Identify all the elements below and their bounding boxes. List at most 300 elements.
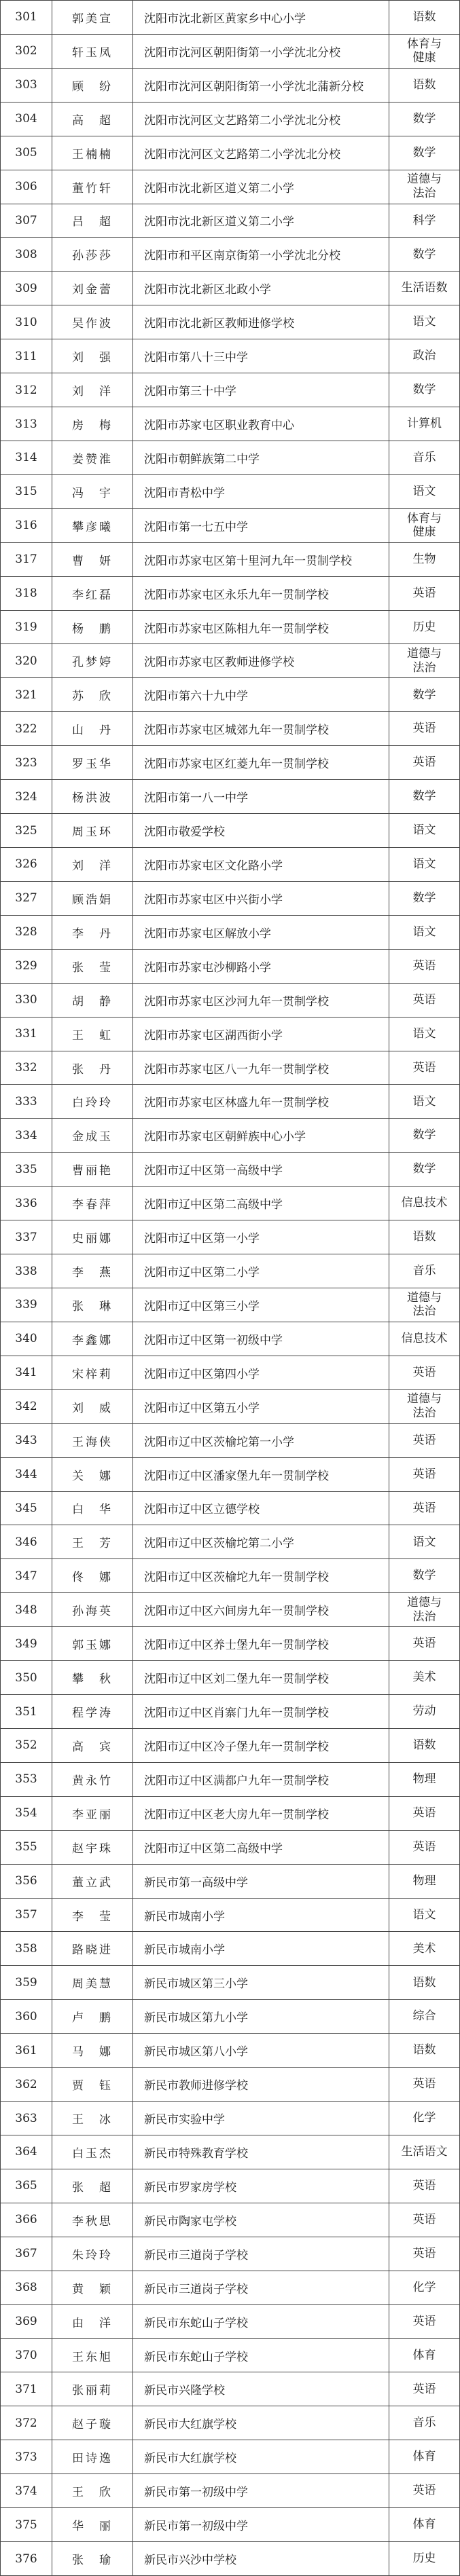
subject-cell — [389, 1322, 460, 1356]
teacher-name: 张 丹 — [72, 1062, 113, 1077]
school-name: 沈阳市沈北新区黄家乡中心小学 — [144, 12, 306, 26]
teacher-name: 顾 纷 — [72, 79, 113, 94]
teacher-name: 白玲玲 — [72, 1096, 113, 1110]
subject: 音乐 — [412, 451, 436, 465]
table-row — [1, 1525, 460, 1559]
subject-cell — [389, 1153, 460, 1187]
table-row — [1, 1593, 460, 1627]
row-number-cell — [1, 712, 52, 746]
school-name: 沈阳市苏家屯区文化路小学 — [144, 859, 283, 873]
table-row — [1, 1831, 460, 1865]
teacher-name: 王楠楠 — [72, 147, 113, 162]
row-number-cell — [1, 882, 52, 916]
subject: 英语 — [412, 586, 436, 600]
school-name-cell — [133, 2000, 389, 2034]
row-number-cell — [1, 475, 52, 509]
row-number-cell — [1, 1525, 52, 1559]
row-number-cell — [1, 1051, 52, 1085]
school-name: 沈阳市辽中区第五小学 — [144, 1401, 260, 1415]
subject-cell — [389, 1932, 460, 1966]
table-row — [1, 2102, 460, 2135]
row-number: 320 — [15, 654, 37, 668]
subject: 体育 — [412, 2348, 436, 2362]
subject: 英语 — [412, 1501, 436, 1515]
teacher-name: 宋梓莉 — [72, 1367, 113, 1381]
subject-cell — [389, 1254, 460, 1288]
subject-cell — [389, 2305, 460, 2339]
subject: 信息技术 — [401, 1332, 448, 1345]
school-name-cell — [133, 1695, 389, 1729]
row-number-cell — [1, 1187, 52, 1220]
row-number-cell — [1, 1492, 52, 1526]
teacher-name: 孙莎莎 — [72, 249, 113, 263]
row-number: 339 — [15, 1298, 37, 1312]
subject-cell — [389, 2339, 460, 2373]
school-name: 沈阳市青松中学 — [144, 486, 225, 500]
subject: 英语 — [412, 1806, 436, 1820]
teacher-name-cell — [52, 272, 133, 305]
row-number-cell — [1, 1220, 52, 1254]
school-name-cell — [133, 848, 389, 882]
row-number-cell — [1, 1322, 52, 1356]
school-name: 沈阳市苏家屯区永乐九年一贯制学校 — [144, 588, 329, 602]
subject: 政治 — [412, 349, 436, 363]
teacher-name: 孙海英 — [72, 1605, 113, 1619]
row-number-cell — [1, 1559, 52, 1593]
row-number-cell — [1, 35, 52, 69]
school-name-cell — [133, 1220, 389, 1254]
school-name-cell — [133, 102, 389, 136]
teacher-name-cell — [52, 1220, 133, 1254]
row-number-cell — [1, 2034, 52, 2068]
teacher-name: 黄永竹 — [72, 1774, 113, 1788]
subject: 语文 — [412, 1094, 436, 1108]
subject: 英语 — [412, 755, 436, 770]
teacher-name-cell — [52, 678, 133, 712]
row-number-cell — [1, 543, 52, 577]
school-name-cell — [133, 1593, 389, 1627]
teacher-name-cell — [52, 2339, 133, 2373]
subject-cell — [389, 1220, 460, 1254]
table-row — [1, 1085, 460, 1119]
school-name: 沈阳市辽中区茨榆坨第二小学 — [144, 1537, 294, 1551]
teacher-name: 程学涛 — [72, 1706, 113, 1720]
school-name-cell — [133, 475, 389, 509]
table-row — [1, 204, 460, 238]
subject-cell — [389, 2508, 460, 2542]
school-name: 沈阳市辽中区立德学校 — [144, 1503, 260, 1517]
school-name: 沈阳市辽中区老大房九年一贯制学校 — [144, 1808, 329, 1822]
row-number: 371 — [15, 2382, 37, 2396]
school-name: 沈阳市辽中区刘二堡九年一贯制学校 — [144, 1673, 329, 1687]
teacher-name-cell — [52, 882, 133, 916]
school-name-cell — [133, 2372, 389, 2406]
subject-cell — [389, 1458, 460, 1492]
teacher-name: 刘 洋 — [72, 859, 113, 873]
subject-cell — [389, 2169, 460, 2203]
row-number-cell — [1, 1390, 52, 1424]
table-row — [1, 1865, 460, 1899]
teacher-name-cell — [52, 611, 133, 645]
table-row — [1, 35, 460, 69]
school-name: 沈阳市沈北新区教师进修学校 — [144, 317, 294, 331]
teacher-name-cell — [52, 1899, 133, 1933]
subject-cell — [389, 2271, 460, 2305]
teacher-name-cell — [52, 1831, 133, 1865]
table-row — [1, 2000, 460, 2034]
teacher-name-cell — [52, 577, 133, 611]
subject-cell — [389, 1763, 460, 1797]
row-number: 310 — [15, 315, 37, 329]
row-number: 374 — [15, 2484, 37, 2498]
subject: 英语 — [412, 1433, 436, 1447]
table-row — [1, 1424, 460, 1458]
school-name-cell — [133, 1966, 389, 2000]
teacher-name-cell — [52, 2000, 133, 2034]
teacher-name: 冯 宇 — [72, 486, 113, 500]
teacher-name: 李春萍 — [72, 1198, 113, 1212]
teacher-name: 刘 强 — [72, 351, 113, 365]
subject-cell — [389, 1729, 460, 1763]
row-number: 322 — [15, 722, 37, 736]
row-number: 318 — [15, 586, 37, 601]
school-name-cell — [133, 2508, 389, 2542]
teacher-name-cell — [52, 712, 133, 746]
table-row — [1, 644, 460, 678]
school-name-cell — [133, 1932, 389, 1966]
school-name: 沈阳市辽中区潘家堡九年一贯制学校 — [144, 1469, 329, 1483]
subject: 英语 — [412, 2212, 436, 2226]
subject: 美术 — [412, 1941, 436, 1956]
row-number-cell — [1, 102, 52, 136]
school-name-cell — [133, 611, 389, 645]
school-name: 沈阳市苏家屯沙柳路小学 — [144, 960, 271, 975]
school-name-cell — [133, 1, 389, 35]
school-name: 沈阳市辽中区第三小学 — [144, 1299, 260, 1313]
row-number-cell — [1, 780, 52, 814]
row-number-cell — [1, 1153, 52, 1187]
teacher-name-cell — [52, 1525, 133, 1559]
subject-cell — [389, 1187, 460, 1220]
subject-cell — [389, 1085, 460, 1119]
table-row — [1, 2474, 460, 2508]
subject-cell — [389, 1899, 460, 1933]
school-name: 沈阳市辽中区第二小学 — [144, 1266, 260, 1280]
teacher-name-cell — [52, 848, 133, 882]
row-number: 337 — [15, 1230, 37, 1244]
school-name: 沈阳市敬爱学校 — [144, 825, 225, 840]
subject-cell — [389, 848, 460, 882]
teacher-name: 白玉杰 — [72, 2146, 113, 2161]
teacher-name-cell — [52, 2406, 133, 2440]
table-row — [1, 1729, 460, 1763]
teacher-name-cell — [52, 35, 133, 69]
school-name-cell — [133, 882, 389, 916]
subject-cell — [389, 2237, 460, 2271]
subject: 数学 — [412, 383, 436, 397]
teacher-name-cell — [52, 2203, 133, 2237]
table-row — [1, 475, 460, 509]
school-name: 新民市第一初级中学 — [144, 2486, 248, 2500]
teacher-name: 张 瑜 — [72, 2554, 113, 2568]
subject: 语文 — [412, 823, 436, 838]
school-name-cell — [133, 2068, 389, 2102]
teacher-name-cell — [52, 1322, 133, 1356]
school-name-cell — [133, 35, 389, 69]
subject: 历史 — [412, 620, 436, 634]
school-name-cell — [133, 1424, 389, 1458]
teacher-name-cell — [52, 1695, 133, 1729]
teacher-name: 朱玲玲 — [72, 2248, 113, 2262]
row-number: 323 — [15, 755, 37, 770]
teacher-name: 董竹轩 — [72, 181, 113, 195]
teacher-name-cell — [52, 1288, 133, 1322]
school-name-cell — [133, 1018, 389, 1051]
row-number: 356 — [15, 1874, 37, 1888]
subject-cell — [389, 238, 460, 272]
subject: 数学 — [412, 688, 436, 702]
row-number-cell — [1, 1254, 52, 1288]
subject-cell — [389, 1627, 460, 1661]
teacher-name-cell — [52, 441, 133, 475]
table-row — [1, 407, 460, 441]
row-number-cell — [1, 1661, 52, 1695]
school-name: 沈阳市辽中区养士堡九年一贯制学校 — [144, 1639, 329, 1653]
subject: 计算机 — [407, 417, 442, 431]
school-name-cell — [133, 678, 389, 712]
row-number: 330 — [15, 993, 37, 1007]
row-number-cell — [1, 1018, 52, 1051]
teacher-name-cell — [52, 2237, 133, 2271]
teacher-name: 李鑫娜 — [72, 1333, 113, 1347]
teacher-name: 关 娜 — [72, 1469, 113, 1483]
table-row — [1, 780, 460, 814]
teacher-name-cell — [52, 1559, 133, 1593]
row-number: 331 — [15, 1027, 37, 1041]
row-number-cell — [1, 1288, 52, 1322]
table-row — [1, 2237, 460, 2271]
school-name: 新民市城区第八小学 — [144, 2045, 248, 2059]
table-row — [1, 1627, 460, 1661]
teacher-name: 王 虹 — [72, 1028, 113, 1043]
school-name: 新民市罗家房学校 — [144, 2180, 236, 2195]
subject-cell — [389, 1593, 460, 1627]
teacher-name: 李 燕 — [72, 1266, 113, 1280]
teacher-name: 杨 鹏 — [72, 622, 113, 636]
school-name: 新民市三道岗子学校 — [144, 2248, 248, 2262]
subject-cell — [389, 611, 460, 645]
table-row — [1, 1492, 460, 1526]
teacher-name-cell — [52, 644, 133, 678]
teacher-name: 吴作波 — [72, 317, 113, 331]
teacher-name-cell — [52, 1, 133, 35]
subject-cell — [389, 984, 460, 1018]
row-number: 365 — [15, 2179, 37, 2193]
subject: 语文 — [412, 315, 436, 329]
school-name: 新民市第一初级中学 — [144, 2520, 248, 2534]
school-name-cell — [133, 1051, 389, 1085]
subject-cell — [389, 1288, 460, 1322]
row-number-cell — [1, 746, 52, 780]
school-name-cell — [133, 2542, 389, 2576]
school-name: 沈阳市苏家屯区湖西街小学 — [144, 1028, 283, 1043]
teacher-name: 苏 欣 — [72, 690, 113, 704]
subject-cell — [389, 1797, 460, 1831]
table-row — [1, 746, 460, 780]
school-name: 沈阳市苏家屯区教师进修学校 — [144, 656, 294, 670]
subject-cell — [389, 373, 460, 407]
subject-cell — [389, 780, 460, 814]
teacher-name: 贾 钰 — [72, 2079, 113, 2093]
row-number-cell — [1, 1593, 52, 1627]
row-number: 349 — [15, 1637, 37, 1651]
school-name: 沈阳市沈河区朝阳街第一小学沈北蒲新分校 — [144, 79, 364, 94]
subject-cell — [389, 2135, 460, 2169]
teacher-name: 由 洋 — [72, 2316, 113, 2330]
row-number: 311 — [15, 349, 37, 363]
table-row — [1, 1051, 460, 1085]
teacher-name: 刘 威 — [72, 1401, 113, 1415]
subject: 劳动 — [412, 1704, 436, 1719]
subject-cell — [389, 1559, 460, 1593]
row-number: 317 — [15, 553, 37, 567]
row-number-cell — [1, 814, 52, 848]
teacher-name: 史丽娜 — [72, 1232, 113, 1246]
school-name: 新民市教师进修学校 — [144, 2079, 248, 2093]
teacher-name-cell — [52, 780, 133, 814]
teacher-name-cell — [52, 102, 133, 136]
teacher-name-cell — [52, 204, 133, 238]
subject-cell — [389, 305, 460, 339]
subject: 物理 — [412, 1772, 436, 1786]
school-name-cell — [133, 1627, 389, 1661]
school-name: 沈阳市沈河区文艺路第二小学沈北分校 — [144, 113, 340, 128]
subject: 英语 — [412, 1840, 436, 1854]
table-row — [1, 1288, 460, 1322]
school-name: 新民市第一高级中学 — [144, 1875, 248, 1890]
row-number: 352 — [15, 1738, 37, 1753]
school-name: 沈阳市苏家屯区朝鲜族中心小学 — [144, 1130, 306, 1144]
row-number: 312 — [15, 383, 37, 397]
table-row — [1, 678, 460, 712]
row-number: 363 — [15, 2111, 37, 2125]
school-name: 沈阳市苏家屯区第十里河九年一贯制学校 — [144, 554, 352, 568]
subject-cell — [389, 543, 460, 577]
subject: 综合 — [412, 2009, 436, 2023]
teacher-name-cell — [52, 1627, 133, 1661]
row-number: 319 — [15, 620, 37, 635]
table-row — [1, 2135, 460, 2169]
teacher-name-cell — [52, 1153, 133, 1187]
subject: 化学 — [412, 2111, 436, 2125]
row-number-cell — [1, 577, 52, 611]
row-number-cell — [1, 1, 52, 35]
row-number: 307 — [15, 213, 37, 227]
subject-cell — [389, 35, 460, 69]
school-name-cell — [133, 1763, 389, 1797]
subject-cell — [389, 69, 460, 102]
school-name-cell — [133, 407, 389, 441]
subject: 语文 — [412, 1907, 436, 1922]
school-name: 新民市特殊教育学校 — [144, 2146, 248, 2161]
table-row — [1, 950, 460, 984]
row-number-cell — [1, 1119, 52, 1153]
row-number: 355 — [15, 1840, 37, 1854]
table-row — [1, 2508, 460, 2542]
row-number: 324 — [15, 789, 37, 804]
row-number-cell — [1, 1966, 52, 2000]
school-name: 沈阳市沈河区文艺路第二小学沈北分校 — [144, 147, 340, 162]
teacher-name: 高 宾 — [72, 1740, 113, 1754]
row-number-cell — [1, 1865, 52, 1899]
row-number-cell — [1, 2102, 52, 2135]
subject-cell — [389, 407, 460, 441]
teacher-name-cell — [52, 950, 133, 984]
table-row — [1, 2440, 460, 2474]
subject-cell — [389, 2000, 460, 2034]
teacher-name: 佟 娜 — [72, 1571, 113, 1585]
row-number-cell — [1, 1627, 52, 1661]
subject: 道德与 法治 — [407, 172, 442, 201]
row-number: 347 — [15, 1569, 37, 1583]
subject-cell — [389, 712, 460, 746]
row-number: 366 — [15, 2213, 37, 2227]
subject-cell — [389, 2406, 460, 2440]
row-number: 314 — [15, 451, 37, 465]
school-name-cell — [133, 69, 389, 102]
school-name-cell — [133, 577, 389, 611]
subject: 英语 — [412, 2246, 436, 2260]
school-name-cell — [133, 2271, 389, 2305]
row-number-cell — [1, 2237, 52, 2271]
table-row — [1, 1661, 460, 1695]
row-number: 353 — [15, 1772, 37, 1787]
subject: 物理 — [412, 1873, 436, 1888]
row-number-cell — [1, 916, 52, 950]
teacher-name: 郭玉娜 — [72, 1639, 113, 1653]
school-name-cell — [133, 814, 389, 848]
school-name-cell — [133, 1356, 389, 1390]
subject: 生活语数 — [401, 281, 448, 295]
teacher-name-cell — [52, 1763, 133, 1797]
row-number-cell — [1, 2372, 52, 2406]
table-row — [1, 2305, 460, 2339]
teacher-name: 王海侠 — [72, 1435, 113, 1449]
row-number: 304 — [15, 112, 37, 126]
subject-cell — [389, 1018, 460, 1051]
row-number: 309 — [15, 281, 37, 295]
school-name-cell — [133, 2169, 389, 2203]
subject-cell — [389, 339, 460, 373]
subject: 音乐 — [412, 1264, 436, 1278]
table-row — [1, 1797, 460, 1831]
row-number: 325 — [15, 823, 37, 838]
subject-cell — [389, 1424, 460, 1458]
teacher-name: 张 琳 — [72, 1299, 113, 1313]
row-number-cell — [1, 644, 52, 678]
school-name: 沈阳市第一八一中学 — [144, 791, 248, 806]
teacher-name: 王东旭 — [72, 2350, 113, 2364]
teacher-name: 华 丽 — [72, 2520, 113, 2534]
subject: 语数 — [412, 77, 436, 92]
subject: 语文 — [412, 1535, 436, 1549]
row-number: 327 — [15, 891, 37, 906]
row-number: 328 — [15, 925, 37, 939]
teacher-name-cell — [52, 814, 133, 848]
table-row — [1, 272, 460, 305]
row-number: 326 — [15, 857, 37, 872]
subject-cell — [389, 1492, 460, 1526]
